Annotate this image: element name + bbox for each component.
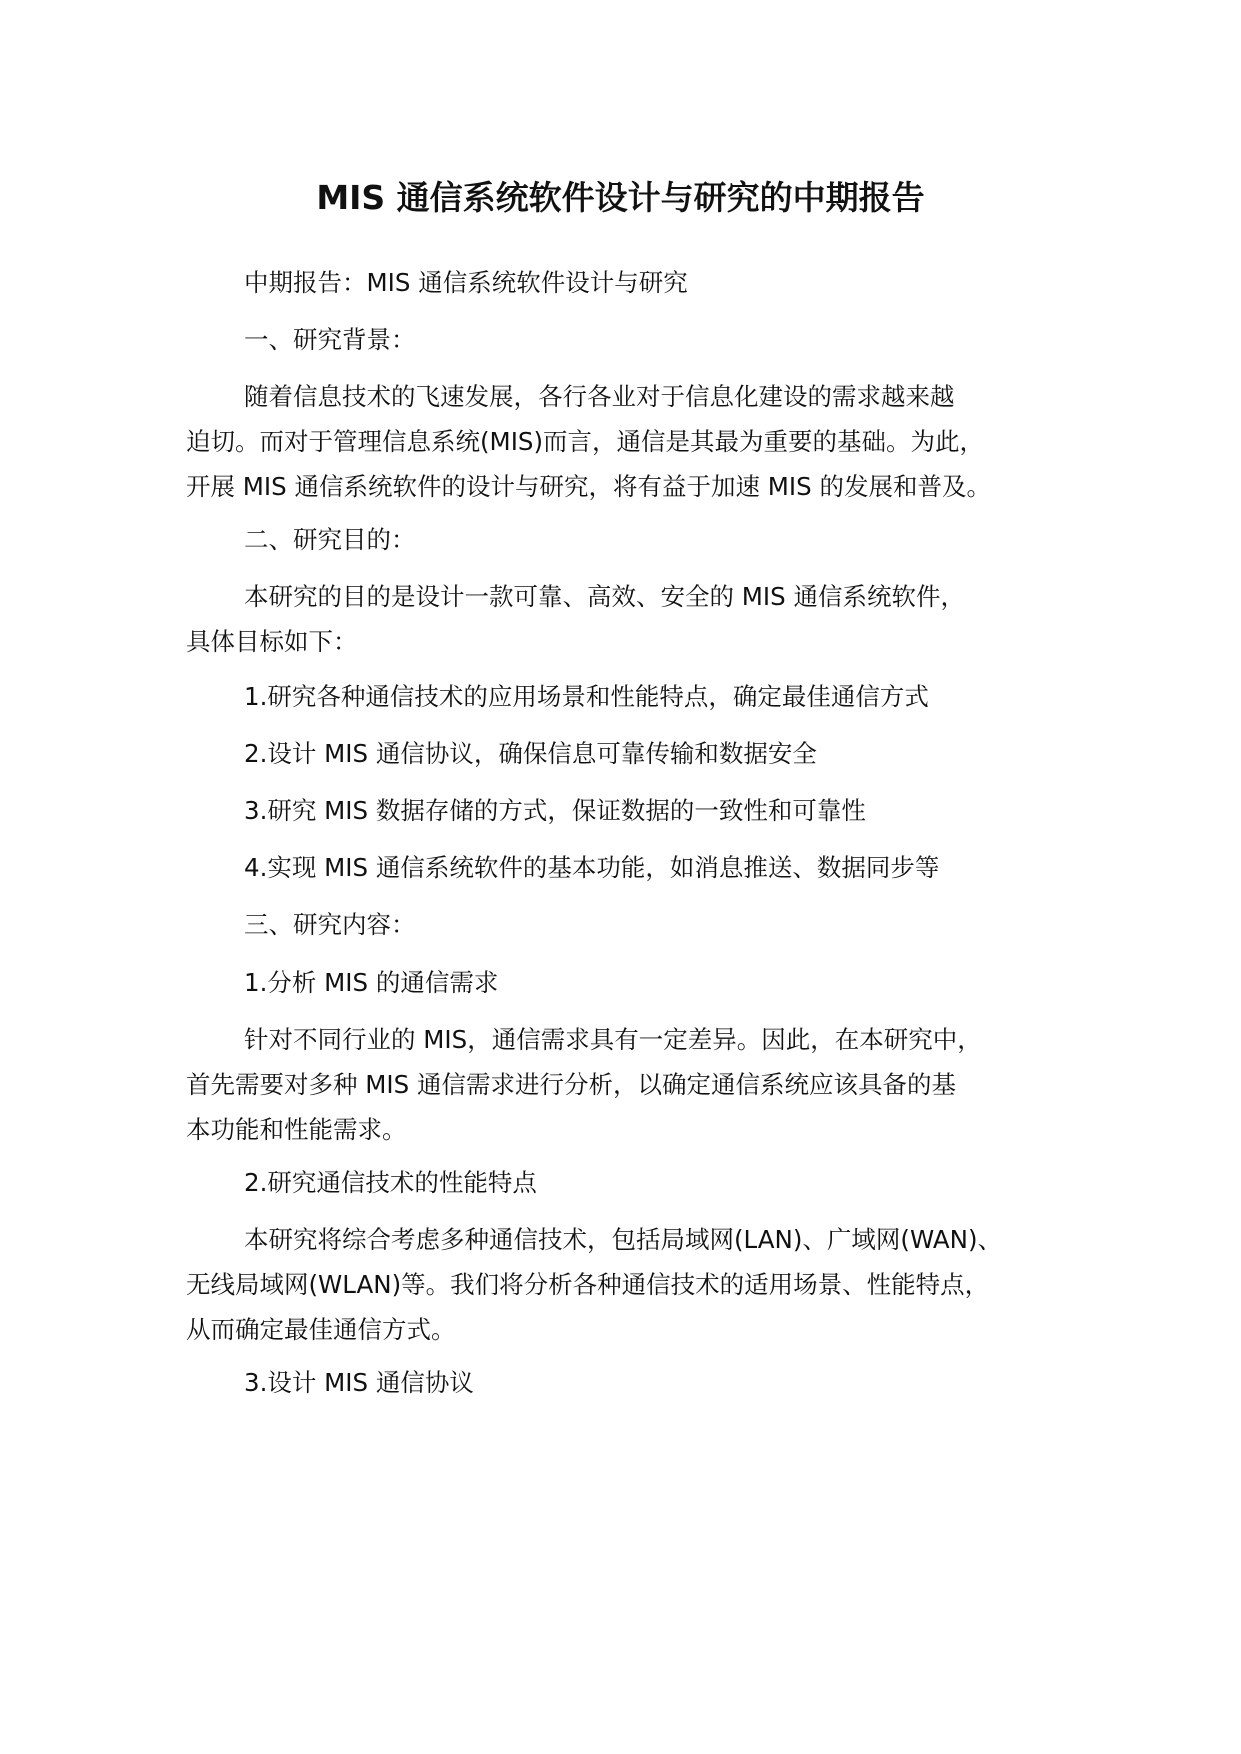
paragraph-content-1 (186, 1017, 1066, 1152)
text-line: 2.研究通信技术的性能特点 (244, 1168, 537, 1197)
text-line: 3.研究 MIS 数据存储的方式，保证数据的一致性和可靠性 (244, 796, 866, 825)
list-item-goal-3 (186, 788, 1066, 833)
text-line: 从而确定最佳通信方式。 (186, 1315, 456, 1344)
text-line: 开展 MIS 通信系统软件的设计与研究，将有益于加速 MIS 的发展和普及。 (186, 472, 991, 501)
paragraph-purpose (186, 574, 1066, 664)
text-line: 针对不同行业的 MIS，通信需求具有一定差异。因此，在本研究中， (244, 1025, 982, 1054)
text-line: 本研究将综合考虑多种通信技术，包括局域网(LAN)、广域网(WAN)、 (244, 1225, 1003, 1254)
text-line: 本研究的目的是设计一款可靠、高效、安全的 MIS 通信系统软件， (244, 582, 965, 611)
text-line: 具体目标如下： (186, 627, 358, 656)
subheading-content-3 (186, 1360, 1066, 1405)
list-item-goal-4 (186, 845, 1066, 890)
list-item-goal-2 (186, 731, 1066, 776)
document-title: MIS 通信系统软件设计与研究的中期报告 (316, 178, 925, 217)
text-line: 迫切。而对于管理信息系统(MIS)而言，通信是其最为重要的基础。为此， (186, 427, 985, 456)
list-item-goal-1 (186, 674, 1066, 719)
paragraph-report-subject (186, 260, 1066, 305)
text-line: 4.实现 MIS 通信系统软件的基本功能，如消息推送、数据同步等 (244, 853, 940, 882)
text-line: 随着信息技术的飞速发展，各行各业对于信息化建设的需求越来越 (244, 382, 955, 411)
text-line: 三、研究内容： (244, 910, 416, 939)
text-line: 1.研究各种通信技术的应用场景和性能特点，确定最佳通信方式 (244, 682, 929, 711)
text-line: 中期报告：MIS 通信系统软件设计与研究 (244, 268, 688, 297)
text-line: 二、研究目的： (244, 525, 416, 554)
text-line: 首先需要对多种 MIS 通信需求进行分析，以确定通信系统应该具备的基 (186, 1070, 956, 1099)
text-line: 2.设计 MIS 通信协议，确保信息可靠传输和数据安全 (244, 739, 817, 768)
subheading-content-1 (186, 960, 1066, 1005)
heading-research-content (186, 902, 1066, 947)
paragraph-content-2 (186, 1217, 1066, 1352)
text-line: 一、研究背景： (244, 325, 416, 354)
text-line: 本功能和性能需求。 (186, 1115, 407, 1144)
heading-research-purpose (186, 517, 1066, 562)
text-line: 1.分析 MIS 的通信需求 (244, 968, 499, 997)
heading-research-background (186, 317, 1066, 362)
paragraph-background (186, 374, 1066, 509)
text-line: 3.设计 MIS 通信协议 (244, 1368, 474, 1397)
subheading-content-2 (186, 1160, 1066, 1205)
text-line: 无线局域网(WLAN)等。我们将分析各种通信技术的适用场景、性能特点， (186, 1270, 990, 1299)
